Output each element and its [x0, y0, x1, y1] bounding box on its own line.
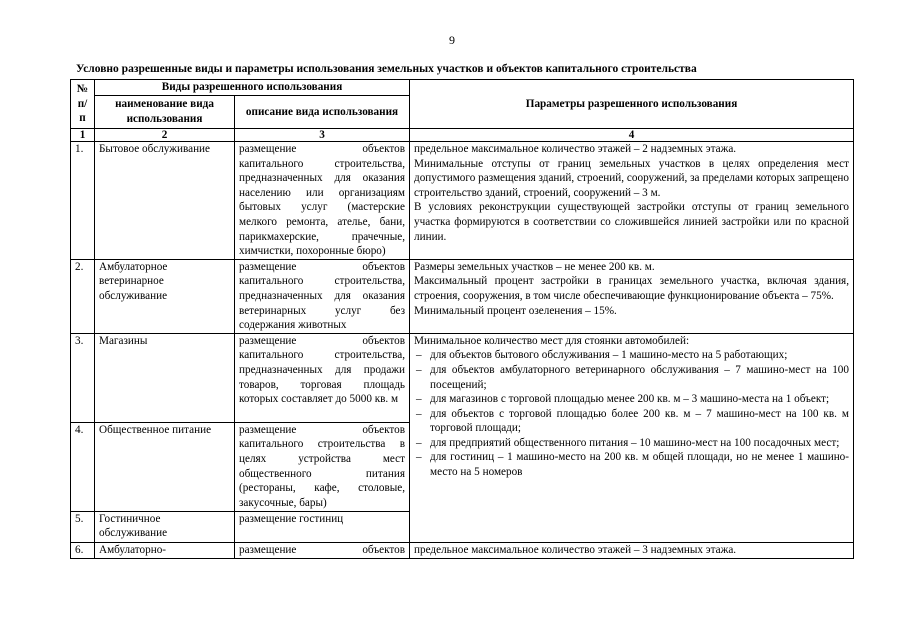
row-number: 1. [71, 142, 95, 260]
row-number: 2. [71, 259, 95, 333]
row-number: 3. [71, 333, 95, 422]
use-description: размещение объектов капитального строительства, предназначенных для продажи товаров, торговая площадь которых составляет до 5000 кв. м [235, 333, 410, 422]
use-name: Гостиничное обслуживание [95, 511, 235, 542]
table-row [71, 542, 854, 558]
row-number: 5. [71, 511, 95, 542]
use-name: Амбулаторное ветеринарное обслуживание [95, 259, 235, 333]
param-line: Минимальные отступы от границ земельных участков в целях определения мест допустимого размещения зданий, строений, сооружений, за пределами которых запрещено строительство зданий, строений, сооружений – 3 м. [414, 157, 849, 199]
param-line: Максимальный процент застройки в границах земельного участка, включая здания, строения, сооружения, в том числе обеспечивающие функционирование объекта – 75%. [414, 275, 849, 302]
use-name: Магазины [95, 333, 235, 422]
table-row [71, 333, 854, 422]
param-line: Минимальный процент озеленения – 15%. [414, 304, 617, 317]
header-types-group: Виды разрешенного использования [95, 80, 410, 96]
header-num: № п/п [71, 80, 95, 129]
header-params: Параметры разрешенного использования [410, 80, 854, 129]
param-line: предельное максимальное количество этажей – 2 надземных этажа. [414, 143, 737, 155]
param-line: Размеры земельных участков – не менее 200 кв. м. [414, 260, 655, 273]
use-name: Бытовое обслуживание [95, 142, 235, 260]
row-number: 4. [71, 422, 95, 511]
list-item: – для гостиниц – 1 машино-место на 200 кв. м общей площади, но не менее 1 машино-место на 5 номеров [414, 450, 849, 479]
table-row [71, 259, 854, 333]
use-description: размещение объектов капитального строительства, предназначенных для оказания ветеринарных услуг без содержания животных [235, 259, 410, 333]
parking-list [414, 348, 849, 479]
use-params [410, 142, 854, 260]
column-number: 4 [410, 129, 854, 142]
header-name: наименование вида использования [95, 96, 235, 129]
parking-intro: Минимальное количество мест для стоянки автомобилей: [414, 334, 690, 347]
param-line: В условиях реконструкции существующей застройки отступы от границ земельного участка формируются в соответствии со сложившейся линией застройки или по красной линии. [414, 201, 849, 243]
use-description: размещение объектов капитального строительства, предназначенных для оказания населению или организациям бытовых услуг (мастерские мелкого ремонта, ателье, бани, парикмахерские, прачечные, химчистки, похоронные бюро) [235, 142, 410, 260]
column-number: 1 [71, 129, 95, 142]
use-description: размещение объектов [235, 542, 410, 558]
table-row [71, 142, 854, 260]
parking-params [410, 333, 854, 542]
list-item: – для объектов бытового обслуживания – 1 машино-место на 5 работающих; [414, 348, 849, 363]
header-description: описание вида использования [235, 96, 410, 129]
list-item: – для предприятий общественного питания – 10 машино-мест на 100 посадочных мест; [414, 436, 849, 451]
use-params [410, 542, 854, 558]
use-description: размещение гостиниц [235, 511, 410, 542]
list-item: – для магазинов с торговой площадью менее 200 кв. м – 3 машино-места на 1 объект; [414, 392, 849, 407]
use-name: Амбулаторно- [95, 542, 235, 558]
row-number: 6. [71, 542, 95, 558]
use-params [410, 259, 854, 333]
list-item: – для объектов амбулаторного ветеринарного обслуживания – 7 машино-мест на 100 посещений; [414, 363, 849, 392]
page-number: 9 [449, 33, 455, 47]
permitted-use-table [70, 79, 854, 559]
column-number: 3 [235, 129, 410, 142]
use-name: Общественное питание [95, 422, 235, 511]
document-title: Условно разрешенные виды и параметры использования земельных участков и объектов капитального строительства [76, 63, 697, 75]
column-number: 2 [95, 129, 235, 142]
use-description: размещение объектов капитального строительства в целях устройства мест общественного питания (рестораны, кафе, столовые, закусочные, бары) [235, 422, 410, 511]
param-line: предельное максимальное количество этажей – 3 надземных этажа. [414, 543, 737, 556]
list-item: – для объектов с торговой площадью более 200 кв. м – 7 машино-мест на 100 кв. м торговой площади; [414, 407, 849, 436]
